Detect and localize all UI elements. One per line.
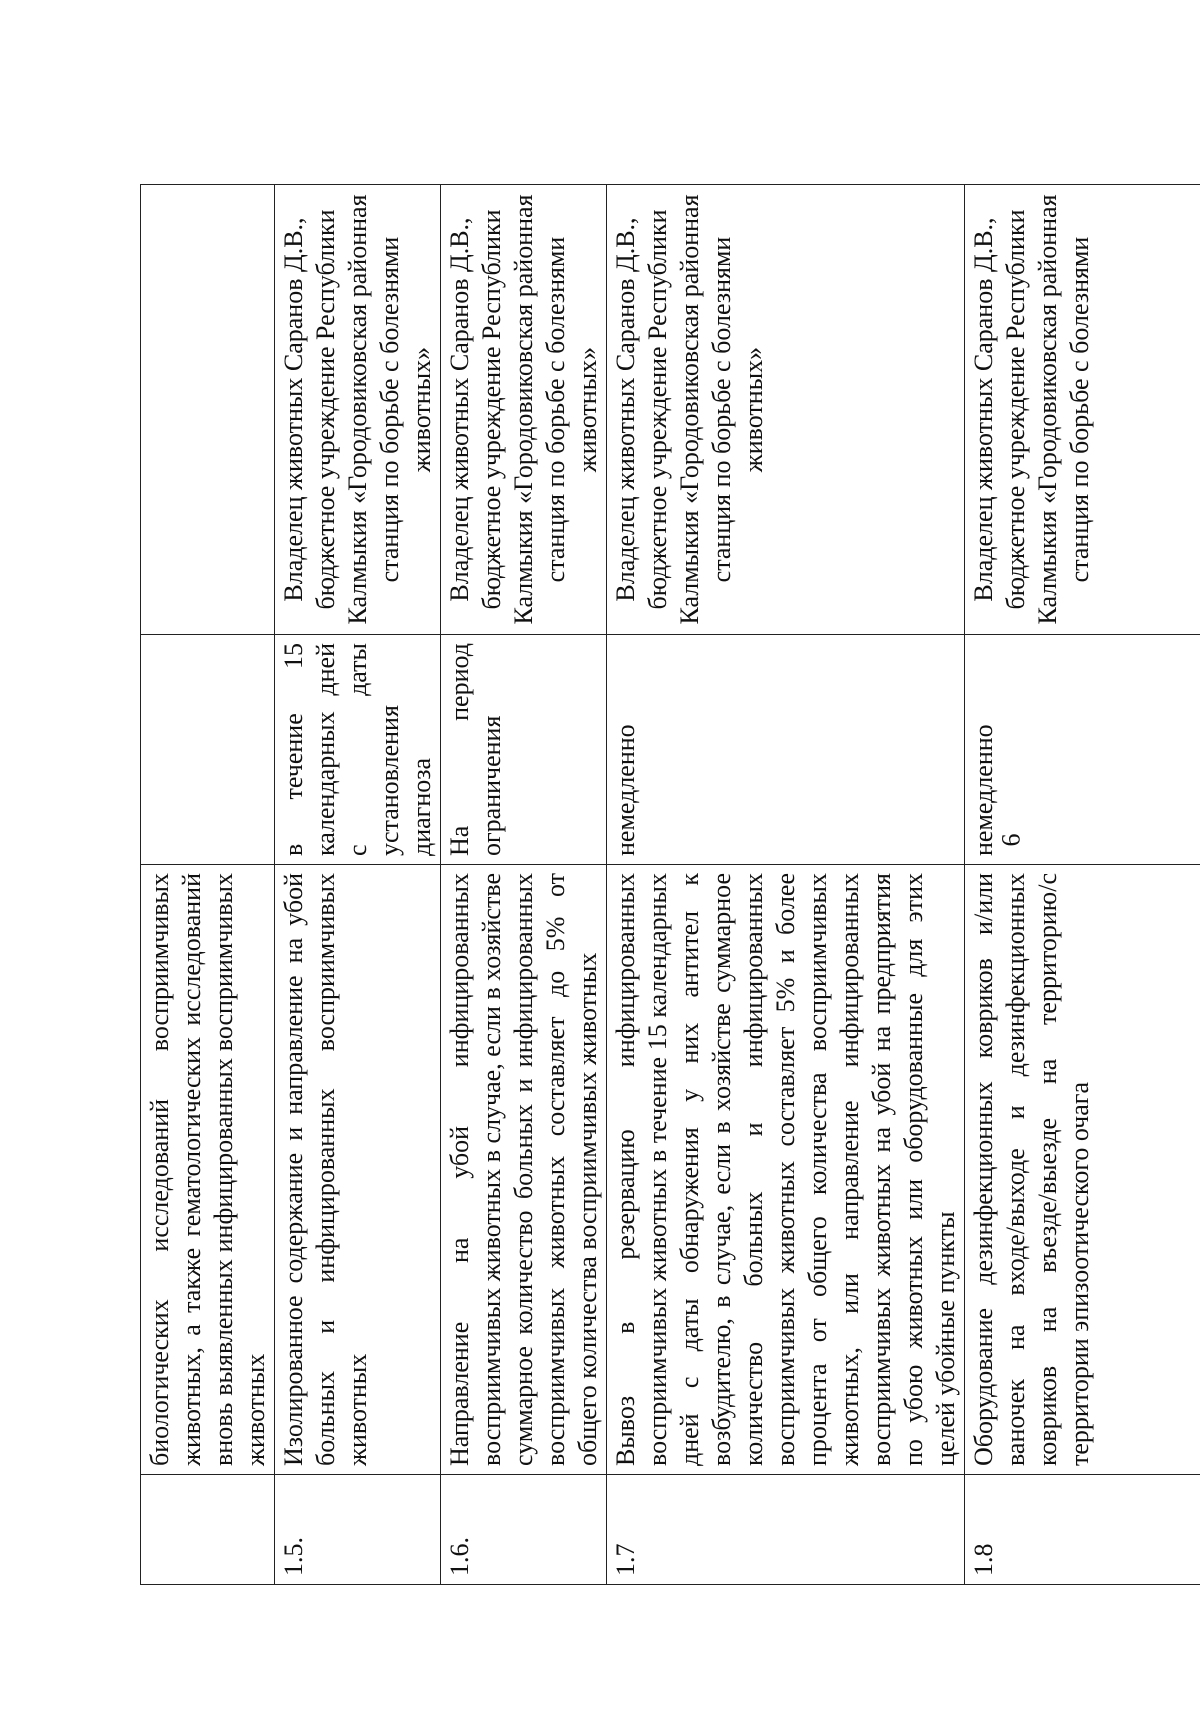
row-number: 1.7 [607,1475,965,1585]
row-term: немедленно [607,635,965,865]
table-row [965,185,1200,1585]
row-term: немедленно [965,635,1200,865]
row-responsible: Владелец животных Саранов Д.В., бюджетное учреждение Республики Калмыкия «Городовиковская районная станция по борьбе с болезнями животных» [441,185,607,635]
row-responsible: Владелец животных Саранов Д.В., бюджетное учреждение Республики Калмыкия «Городовиковская районная станция по борьбе с болезнями животных» [607,185,965,635]
row-action: Вывоз в резервацию инфицированных восприимчивых животных в течение 15 календарных дней с даты обнаружения у них антител к возбудителю, в случае, если в хозяйстве суммарное количество больных и инфицированных восприимчивых животных составляет 5% и более процента от общего количества восприимчивых животных, или направление инфицированных восприимчивых животных на убой на предприятия по убою животных или оборудованные для этих целей убойные пункты [607,865,965,1475]
row-term [141,635,275,865]
row-action: биологических исследований восприимчивых животных, а также гематологических исследований вновь выявленных инфицированных восприимчивых животных [141,865,275,1475]
row-responsible: Владелец животных Саранов Д.В., бюджетное учреждение Республики Калмыкия «Городовиковская районная станция по борьбе с болезнями животных» [275,185,441,635]
row-responsible: Владелец животных Саранов Д.В., бюджетное учреждение Республики Калмыкия «Городовиковская районная станция по борьбе с болезнями [965,185,1200,635]
row-number: 1.5. [275,1475,441,1585]
table-row [441,185,607,1585]
row-number: 1.8 [965,1475,1200,1585]
page-number: 6 [996,833,1026,847]
row-action: Направление на убой инфицированных восприимчивых животных в случае, если в хозяйстве суммарное количество больных и инфицированных восприимчивых животных составляет до 5% от общего количества восприимчивых животных [441,865,607,1475]
row-action: Изолированное содержание и направление на убой больных и инфицированных восприимчивых животных [275,865,441,1475]
rotated-table-wrapper [140,185,1120,1585]
measures-table [140,184,1200,1585]
row-number [141,1475,275,1585]
table-row [607,185,965,1585]
table-row [141,185,275,1585]
table-row [275,185,441,1585]
row-action: Оборудование дезинфекционных ковриков и/или ваночек на входе/выходе и дезинфекционных ковриков на въезде/выезде на территорию/с территории эпизоотического очага [965,865,1200,1475]
row-term: На период ограничения [441,635,607,865]
row-responsible [141,185,275,635]
row-number: 1.6. [441,1475,607,1585]
row-term: в течение 15 календарных дней с даты установления диагноза [275,635,441,865]
